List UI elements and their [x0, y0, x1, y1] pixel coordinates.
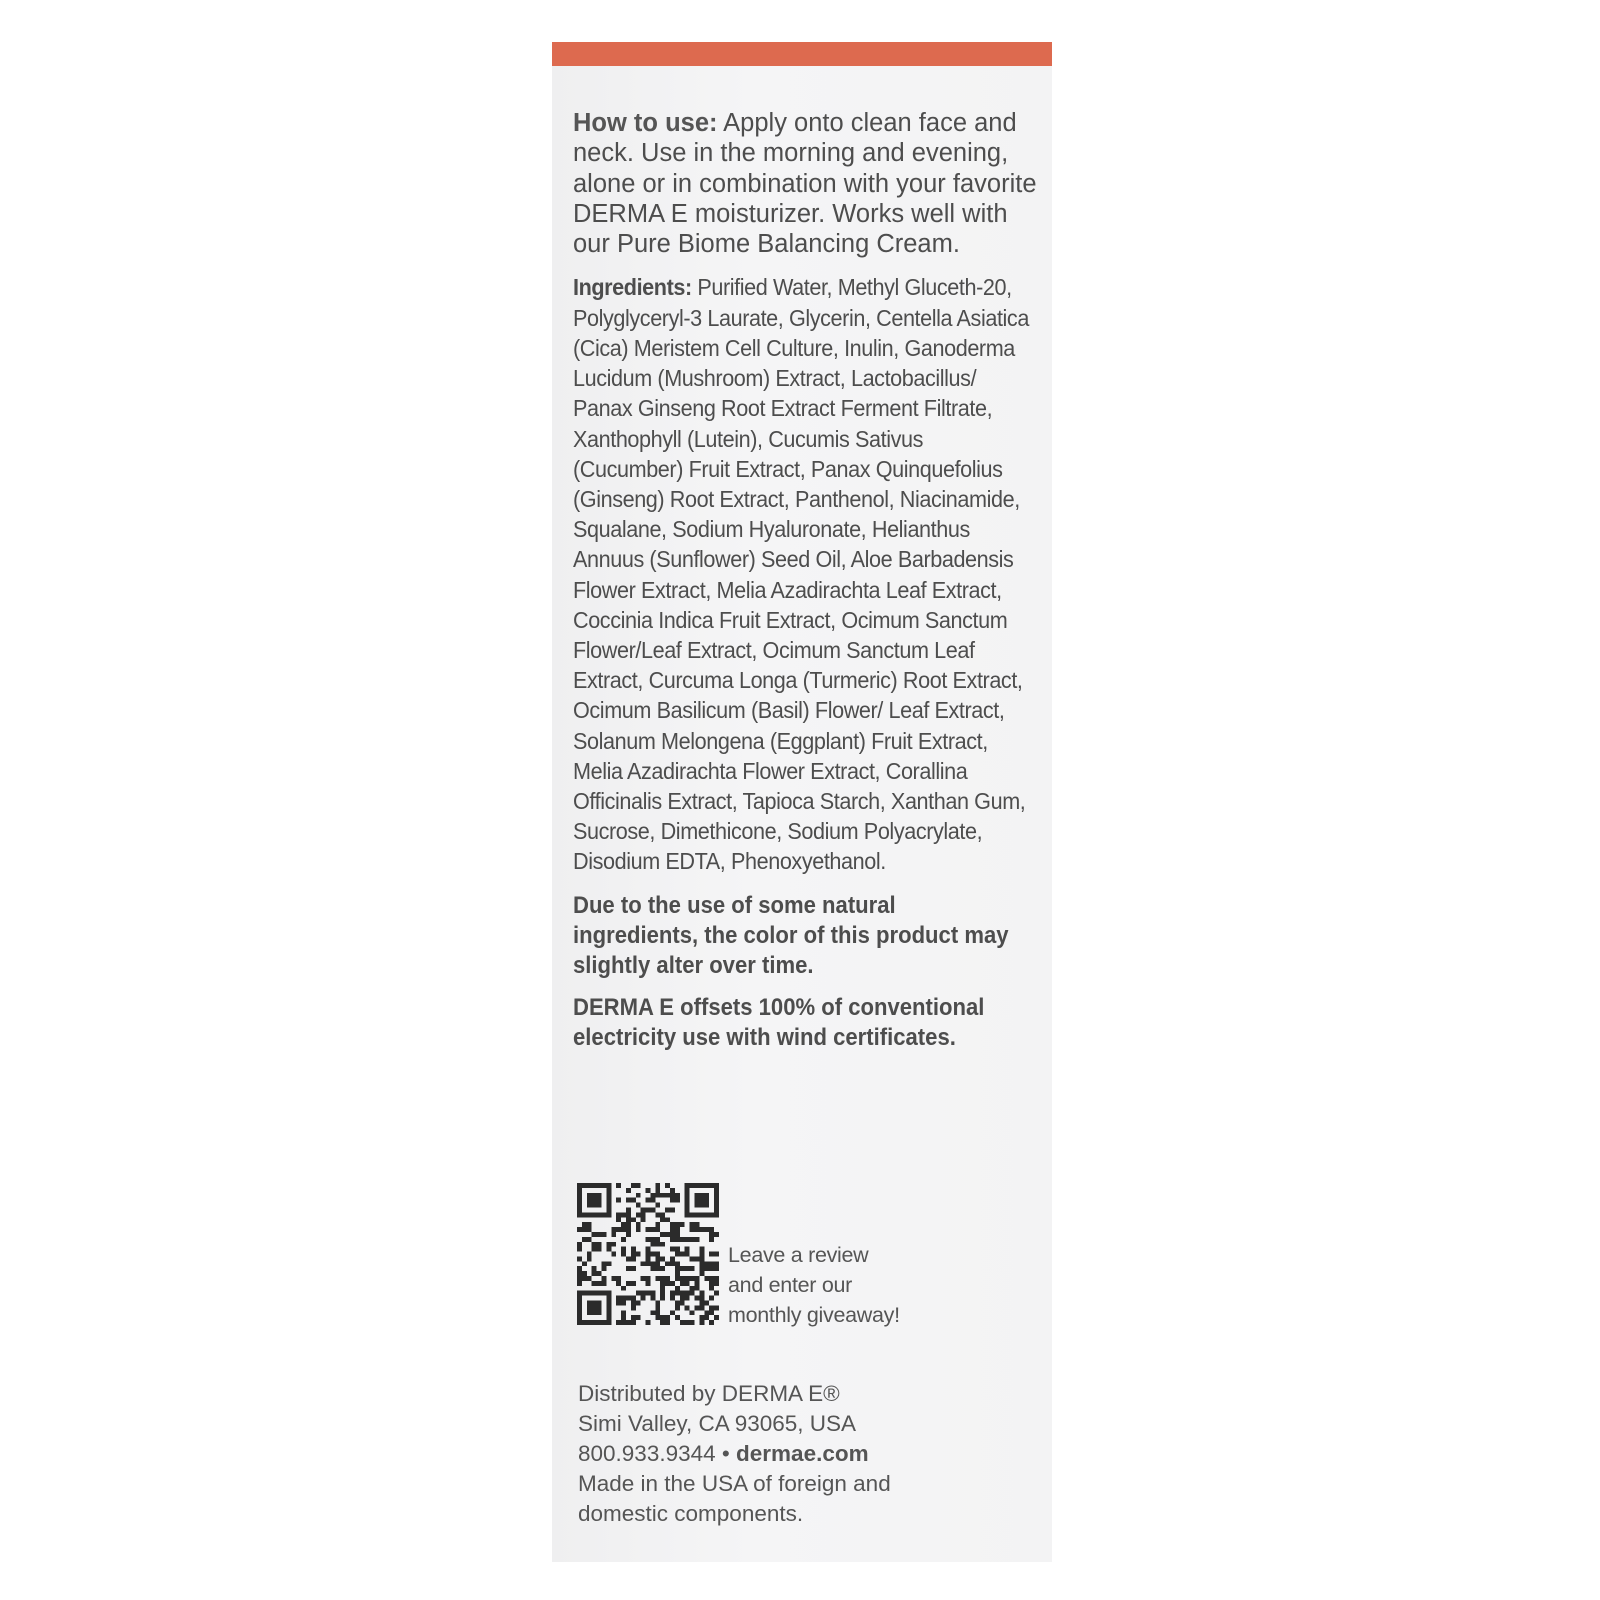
ingredients-label: Ingredients: — [573, 274, 692, 301]
distributor-contact — [578, 1439, 891, 1469]
how-to-use — [573, 108, 1043, 259]
accent-band — [552, 42, 1052, 66]
how-to-use-text: Apply onto clean face and neck. Use in the morning and evening, alone or in combination with your favorite DERMA E moisturizer. Works well with our Pure Biome Balancing Cream. — [573, 109, 1037, 259]
wind-note: DERMA E offsets 100% of conventional electricity use with wind certificates. — [573, 993, 985, 1051]
website-link[interactable]: dermae.com — [736, 1441, 869, 1466]
color-note: Due to the use of some natural ingredients, the color of this product may slightly alter over time. — [573, 891, 1009, 979]
qr-caption-line: Leave a review — [728, 1243, 869, 1267]
how-to-use-label: How to use: — [573, 109, 718, 137]
phone-number: 800.933.9344 — [578, 1441, 716, 1466]
origin-line: Made in the USA of foreign and — [578, 1471, 891, 1496]
distributor-info — [578, 1379, 891, 1529]
qr-caption-line: monthly giveaway! — [728, 1303, 900, 1327]
distributor-line: Distributed by DERMA E® — [578, 1381, 840, 1406]
distributor-address: Simi Valley, CA 93065, USA — [578, 1411, 857, 1436]
ingredients-text: Purified Water, Methyl Gluceth-20, Polyglyceryl-3 Laurate, Glycerin, Centella Asiatica (Cica) Meristem Cell Culture, Inulin, Ganoderma Lucidum (Mushroom) Extract, Lactobacillus/ Panax Ginseng Root Extract Ferment Filtrate, Xanthophyll (Lutein), Cucumis Sativus (Cucumber) Fruit Extract, Panax Quinquefolius (Ginseng) Root Extract, Panthenol, Niacinamide, Squalane, Sodium Hyaluronate, Helianthus Annuus (Sunflower) Seed Oil, Aloe Barbadensis Flower Extract, Melia Azadirachta Leaf Extract, Coccinia Indica Fruit Extract, Ocimum Sanctum Flower/Leaf Extract, Ocimum Sanctum Leaf Extract, Curcuma Longa (Turmeric) Root Extract, Ocimum Basilicum (Basil) Flower/ Leaf Extract, Solanum Melongena (Eggplant) Fruit Extract, Melia Azadirachta Flower Extract, Corallina Officinalis Extract, Tapioca Starch, Xanthan Gum, Sucrose, Dimethicone, Sodium Polyacrylate, Disodium EDTA, Phenoxyethanol. — [573, 274, 1029, 875]
bullet-separator: • — [715, 1441, 737, 1466]
qr-caption-line: and enter our — [728, 1273, 852, 1297]
origin-line-2: domestic components. — [578, 1501, 804, 1526]
qr-caption — [728, 1240, 900, 1330]
qr-code-icon[interactable] — [577, 1183, 719, 1325]
label-content — [573, 108, 1043, 1053]
ingredients — [573, 272, 1033, 876]
